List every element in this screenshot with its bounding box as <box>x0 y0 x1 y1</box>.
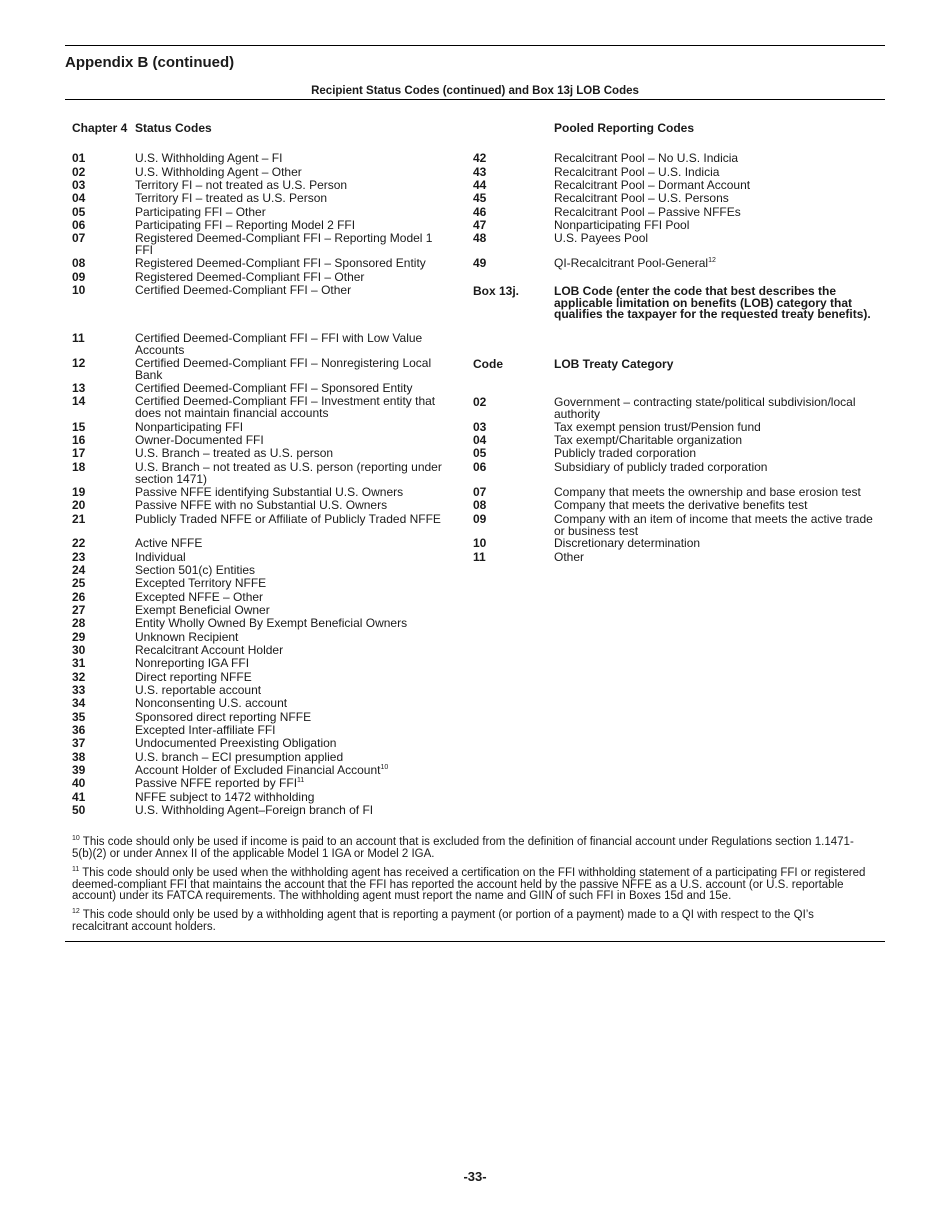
lob-description-text: Company with an item of income that meets the active trade or business test <box>554 512 873 538</box>
footnote-text: This code should only be used by a withholding agent that is reporting a payment (or portion of a payment) made to a QI with respect to the QI’s recalcitrant account holders. <box>72 909 814 933</box>
pooled-description-text: Recalcitrant Pool – Passive NFFEs <box>554 205 741 219</box>
status-code: 18 <box>72 460 86 474</box>
pooled-description <box>554 233 874 245</box>
lob-code: 08 <box>473 498 487 512</box>
status-description-text: Individual <box>135 550 186 564</box>
status-code: 16 <box>72 433 86 447</box>
footnote-3 <box>72 910 872 933</box>
status-description <box>135 792 447 804</box>
footnote-reference: 12 <box>708 257 716 264</box>
lob-category-header: LOB Treaty Category <box>554 357 674 371</box>
status-code: 15 <box>72 420 86 434</box>
status-description <box>135 552 447 564</box>
lob-description <box>554 422 874 434</box>
status-description-text: Participating FFI – Other <box>135 205 266 219</box>
status-description-text: U.S. Withholding Agent – Other <box>135 165 302 179</box>
status-code: 24 <box>72 563 86 577</box>
lob-code: 02 <box>473 395 487 409</box>
status-code: 28 <box>72 616 86 630</box>
status-code: 19 <box>72 485 86 499</box>
status-description <box>135 698 447 710</box>
status-code: 29 <box>72 630 86 644</box>
lob-description-text: Company that meets the ownership and base erosion test <box>554 485 861 499</box>
bottom-rule <box>65 941 885 942</box>
lob-description <box>554 435 874 447</box>
status-code: 38 <box>72 750 86 764</box>
status-description <box>135 358 447 381</box>
status-description-text: Excepted Territory NFFE <box>135 576 267 590</box>
status-description <box>135 396 447 419</box>
status-code: 23 <box>72 550 86 564</box>
status-description-text: Certified Deemed-Compliant FFI – FFI with Low Value Accounts <box>135 331 423 357</box>
status-description <box>135 422 447 434</box>
appendix-title: Appendix B (continued) <box>65 54 235 71</box>
status-description <box>135 233 447 256</box>
status-code: 36 <box>72 723 86 737</box>
status-description-text: Publicly Traded NFFE or Affiliate of Publicly Traded NFFE <box>135 512 441 526</box>
status-description <box>135 487 447 499</box>
status-code: 11 <box>72 331 85 345</box>
pooled-code: 48 <box>473 231 487 245</box>
status-description <box>135 462 447 485</box>
status-code: 31 <box>72 656 86 670</box>
top-rule <box>65 45 885 46</box>
status-description <box>135 685 447 697</box>
status-code: 35 <box>72 710 86 724</box>
status-code: 26 <box>72 590 86 604</box>
status-description-text: Passive NFFE identifying Substantial U.S. Owners <box>135 485 404 499</box>
heading-rule <box>65 99 885 100</box>
pooled-code: 42 <box>473 151 487 165</box>
status-description-text: Territory FI – treated as U.S. Person <box>135 191 328 205</box>
status-code: 08 <box>72 256 86 270</box>
status-description <box>135 805 447 817</box>
status-code: 05 <box>72 205 86 219</box>
status-description <box>135 514 447 526</box>
lob-description <box>554 462 874 474</box>
status-code: 37 <box>72 736 86 750</box>
status-description <box>135 778 447 790</box>
section-heading: Recipient Status Codes (continued) and Box 13j LOB Codes <box>311 85 639 97</box>
status-description-text: Recalcitrant Account Holder <box>135 643 284 657</box>
lob-code: 11 <box>473 550 486 564</box>
status-code: 41 <box>72 790 86 804</box>
pooled-description <box>554 167 874 179</box>
status-code: 12 <box>72 356 86 370</box>
lob-code: 05 <box>473 446 487 460</box>
status-description <box>135 565 447 577</box>
status-description <box>135 207 447 219</box>
lob-description-text: Publicly traded corporation <box>554 446 697 460</box>
status-description-text: Certified Deemed-Compliant FFI – Investment entity that does not maintain financial accounts <box>135 394 436 420</box>
status-description-text: Nonparticipating FFI <box>135 420 244 434</box>
status-code: 06 <box>72 218 86 232</box>
status-description-text: Direct reporting NFFE <box>135 670 252 684</box>
status-code: 09 <box>72 270 86 284</box>
status-description-text: Passive NFFE with no Substantial U.S. Owners <box>135 498 388 512</box>
lob-description-text: Subsidiary of publicly traded corporation <box>554 460 768 474</box>
status-description <box>135 765 447 777</box>
status-description-text: Passive NFFE reported by FFI <box>135 776 298 790</box>
status-description <box>135 752 447 764</box>
pooled-code: 46 <box>473 205 487 219</box>
status-description-text: Owner-Documented FFI <box>135 433 264 447</box>
status-description-text: Territory FI – not treated as U.S. Person <box>135 178 348 192</box>
pooled-code: 45 <box>473 191 487 205</box>
pooled-description-text: U.S. Payees Pool <box>554 231 649 245</box>
pooled-description <box>554 153 874 165</box>
status-description <box>135 258 447 270</box>
status-description-text: Registered Deemed-Compliant FFI – Sponsored Entity <box>135 256 426 270</box>
status-description <box>135 658 447 670</box>
lob-description-text: Government – contracting state/political subdivision/local authority <box>554 395 856 421</box>
lob-code: 03 <box>473 420 487 434</box>
status-description-text: Registered Deemed-Compliant FFI – Other <box>135 270 365 284</box>
pooled-description-text: QI-Recalcitrant Pool-General <box>554 256 709 270</box>
pooled-code: 49 <box>473 256 487 270</box>
pooled-description-text: Recalcitrant Pool – U.S. Persons <box>554 191 729 205</box>
status-description <box>135 167 447 179</box>
status-code: 04 <box>72 191 86 205</box>
pooled-codes-heading: Pooled Reporting Codes <box>554 121 695 135</box>
status-code: 01 <box>72 151 86 165</box>
status-code: 33 <box>72 683 86 697</box>
status-description-text: Nonreporting IGA FFI <box>135 656 250 670</box>
lob-description-text: Other <box>554 550 585 564</box>
status-description <box>135 333 447 356</box>
lob-code: 06 <box>473 460 487 474</box>
status-description <box>135 435 447 447</box>
status-description-text: Active NFFE <box>135 536 203 550</box>
status-description <box>135 592 447 604</box>
lob-code: 10 <box>473 536 487 550</box>
status-description <box>135 578 447 590</box>
status-code: 25 <box>72 576 86 590</box>
status-code: 14 <box>72 394 86 408</box>
lob-description <box>554 552 874 564</box>
status-code: 34 <box>72 696 86 710</box>
footnote-number: 11 <box>72 866 80 874</box>
status-code: 02 <box>72 165 86 179</box>
status-description-text: Excepted Inter-affiliate FFI <box>135 723 276 737</box>
status-description <box>135 618 447 630</box>
status-code: 27 <box>72 603 86 617</box>
status-description <box>135 153 447 165</box>
status-description-text: Section 501(c) Entities <box>135 563 256 577</box>
footnote-2 <box>72 868 872 903</box>
status-code: 40 <box>72 776 86 790</box>
lob-description <box>554 397 874 420</box>
status-code: 39 <box>72 763 86 777</box>
pooled-description-text: Recalcitrant Pool – Dormant Account <box>554 178 751 192</box>
status-description <box>135 448 447 460</box>
footnote-reference: 11 <box>297 777 305 784</box>
status-code: 22 <box>72 536 86 550</box>
status-description-text: U.S. Withholding Agent – FI <box>135 151 283 165</box>
status-description <box>135 645 447 657</box>
pooled-description <box>554 180 874 192</box>
lob-description-text: Discretionary determination <box>554 536 701 550</box>
status-description <box>135 272 447 284</box>
status-code: 10 <box>72 283 86 297</box>
status-description <box>135 383 447 395</box>
pooled-description-text: Recalcitrant Pool – No U.S. Indicia <box>554 151 739 165</box>
status-code: 30 <box>72 643 86 657</box>
lob-code: 07 <box>473 485 487 499</box>
status-description-text: U.S. reportable account <box>135 683 262 697</box>
lob-code: 09 <box>473 512 487 526</box>
footnote-1 <box>72 837 872 860</box>
status-description <box>135 193 447 205</box>
status-description-text: Unknown Recipient <box>135 630 239 644</box>
status-description <box>135 220 447 232</box>
lob-description <box>554 500 874 512</box>
pooled-description <box>554 207 874 219</box>
lob-description <box>554 448 874 460</box>
status-description-text: NFFE subject to 1472 withholding <box>135 790 315 804</box>
status-description-text: Nonconsenting U.S. account <box>135 696 288 710</box>
footnote-text: This code should only be used if income is paid to an account that is excluded from the definition of financial account under Regulations section 1.1471-5(b)(2) or under Annex II of the applicable Model 1 IGA or Model 2 IGA. <box>72 836 854 860</box>
status-description <box>135 285 447 297</box>
status-description-text: Certified Deemed-Compliant FFI – Nonregistering Local Bank <box>135 356 432 382</box>
status-description <box>135 725 447 737</box>
lob-description-text: Tax exempt pension trust/Pension fund <box>554 420 761 434</box>
status-description-text: Certified Deemed-Compliant FFI – Other <box>135 283 352 297</box>
status-description <box>135 712 447 724</box>
status-description-text: U.S. branch – ECI presumption applied <box>135 750 344 764</box>
lob-description <box>554 514 874 537</box>
status-code: 20 <box>72 498 86 512</box>
pooled-description <box>554 220 874 232</box>
status-codes-heading: Status Codes <box>135 121 212 135</box>
status-code: 13 <box>72 381 86 395</box>
status-code: 07 <box>72 231 86 245</box>
status-description-text: Account Holder of Excluded Financial Account <box>135 763 381 777</box>
pooled-description-text: Nonparticipating FFI Pool <box>554 218 690 232</box>
status-description <box>135 180 447 192</box>
status-description-text: U.S. Branch – treated as U.S. person <box>135 446 334 460</box>
footnote-reference: 10 <box>380 764 389 771</box>
footnote-number: 10 <box>72 835 80 843</box>
pooled-code: 47 <box>473 218 487 232</box>
status-description-text: Exempt Beneficial Owner <box>135 603 270 617</box>
status-code: 03 <box>72 178 86 192</box>
lob-description-text: Tax exempt/Charitable organization <box>554 433 743 447</box>
status-code: 17 <box>72 446 86 460</box>
status-code: 21 <box>72 512 86 526</box>
box13j-description: LOB Code (enter the code that best describes the applicable limitation on benefits (LOB) category that qualifies the taxpayer for the requested treaty benefits). <box>554 284 871 321</box>
status-description <box>135 632 447 644</box>
lob-description <box>554 538 874 550</box>
status-description <box>135 672 447 684</box>
status-code: 50 <box>72 803 86 817</box>
status-code: 32 <box>72 670 86 684</box>
pooled-description <box>554 193 874 205</box>
status-description <box>135 500 447 512</box>
pooled-description <box>554 258 874 270</box>
page-number: -33- <box>463 1169 487 1184</box>
footnote-text: This code should only be used when the withholding agent has received a certification on the FFI withholding statement of a participating FFI or registered deemed-compliant FFI that maintains the account that the FFI has reported the account held by the passive NFFE as a U.S. account (or U.S. reportable account) under its FATCA requirements. The withholding agent must report the name and GIIN of such FFI in Boxes 15d and 15e. <box>72 867 866 902</box>
status-description-text: Entity Wholly Owned By Exempt Beneficial Owners <box>135 616 408 630</box>
status-description-text: Undocumented Preexisting Obligation <box>135 736 337 750</box>
pooled-code: 44 <box>473 178 487 192</box>
status-description-text: Participating FFI – Reporting Model 2 FFI <box>135 218 356 232</box>
status-description-text: U.S. Withholding Agent–Foreign branch of FI <box>135 803 374 817</box>
lob-code-header: Code <box>473 357 503 371</box>
status-description-text: Certified Deemed-Compliant FFI – Sponsored Entity <box>135 381 413 395</box>
lob-description <box>554 487 874 499</box>
box13j-label: Box 13j. <box>473 284 520 298</box>
status-description-text: U.S. Branch – not treated as U.S. person (reporting under section 1471) <box>135 460 442 486</box>
pooled-description-text: Recalcitrant Pool – U.S. Indicia <box>554 165 720 179</box>
status-description-text: Registered Deemed-Compliant FFI – Reporting Model 1 FFI <box>135 231 433 257</box>
status-description <box>135 538 447 550</box>
chapter4-heading-label: Chapter 4 <box>72 121 128 135</box>
footnote-number: 12 <box>72 908 80 916</box>
status-description <box>135 738 447 750</box>
lob-description-text: Company that meets the derivative benefits test <box>554 498 808 512</box>
pooled-code: 43 <box>473 165 487 179</box>
status-description-text: Sponsored direct reporting NFFE <box>135 710 312 724</box>
status-description-text: Excepted NFFE – Other <box>135 590 264 604</box>
status-description <box>135 605 447 617</box>
lob-code: 04 <box>473 433 487 447</box>
